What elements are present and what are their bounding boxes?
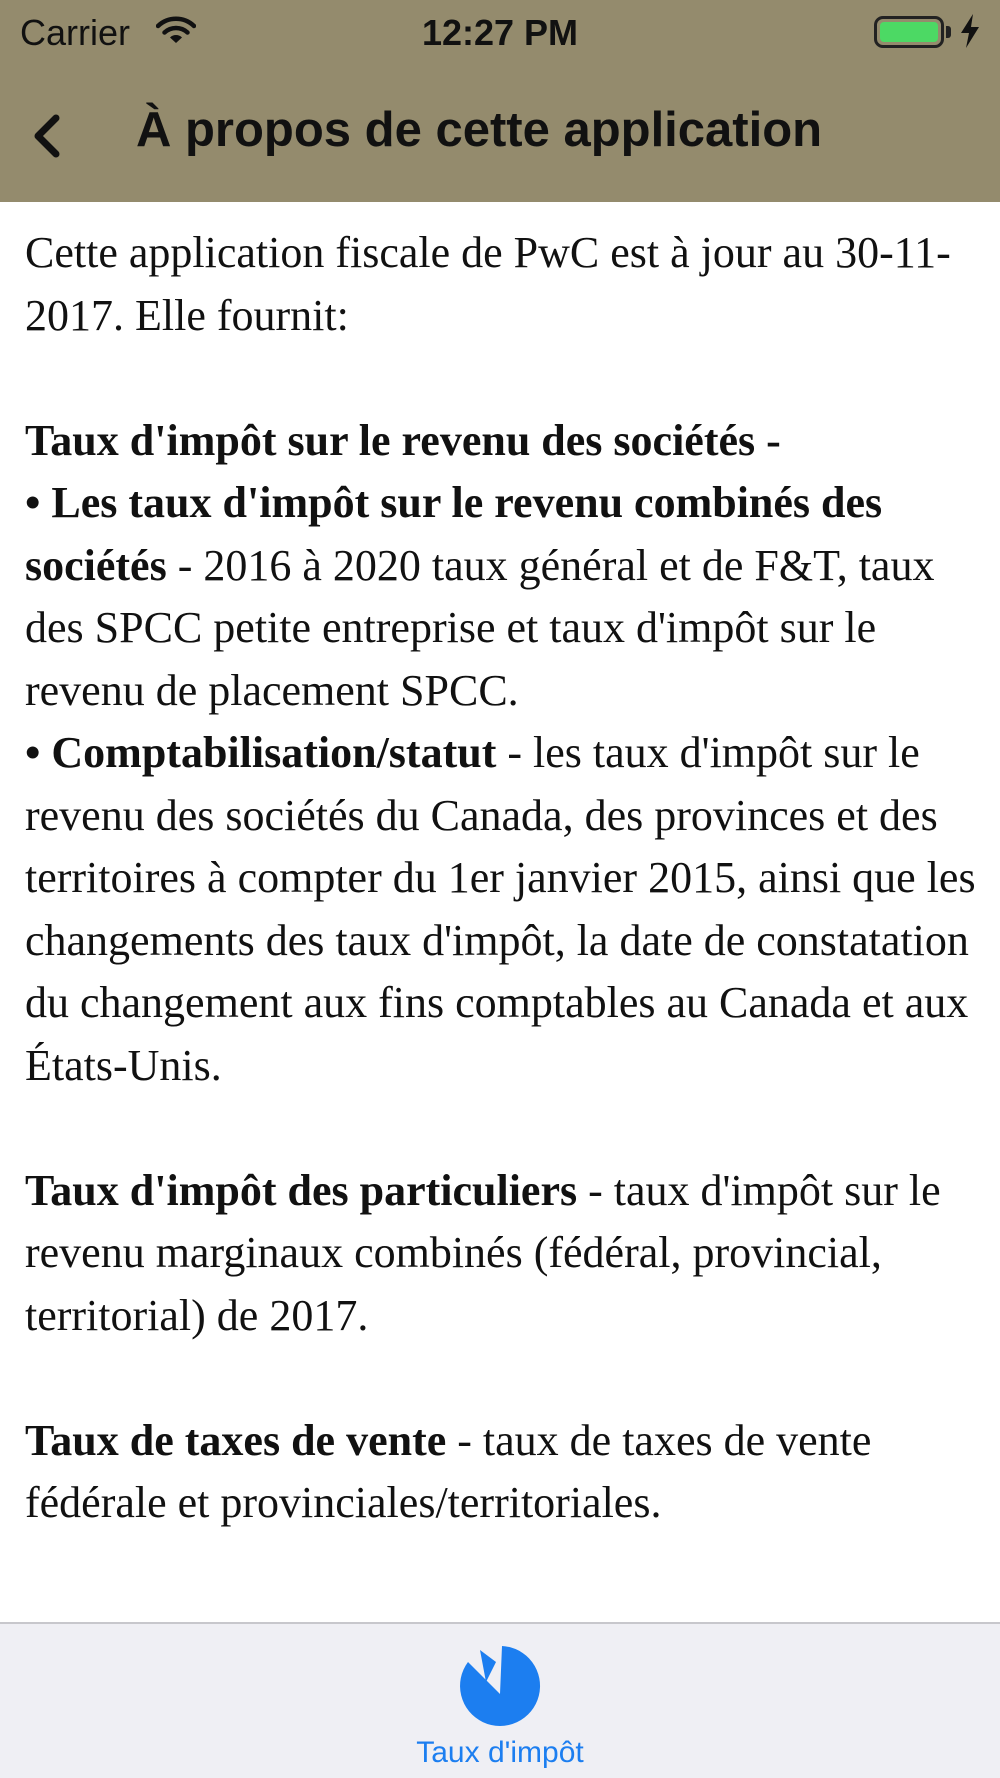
- bolt-icon: [960, 14, 980, 53]
- pie-chart-icon: [456, 1644, 544, 1735]
- bullet-text: - 2016 à 2020 taux général et de F&T, taux des SPCC petite entreprise et taux d'impôt sur le revenu de placement SPCC.: [25, 540, 935, 715]
- corporate-heading-text: Taux d'impôt sur le revenu des sociétés -: [25, 415, 781, 465]
- personal-rates-text: - taux d'impôt sur le revenu marginaux combinés (fédéral, provincial, territorial) de 2017.: [25, 1165, 941, 1340]
- about-content: [25, 222, 985, 1535]
- corporate-heading: [25, 410, 985, 473]
- back-button[interactable]: [14, 94, 84, 174]
- status-bar: [0, 0, 1000, 66]
- sales-tax-title: Taux de taxes de vente: [25, 1415, 447, 1465]
- tab-bar: [0, 1622, 1000, 1778]
- intro-text: Cette application fiscale de PwC est à jour au 30-11-2017. Elle fournit:: [25, 228, 951, 340]
- tab-label: Taux d'impôt: [416, 1736, 584, 1769]
- carrier-label: Carrier: [20, 12, 131, 53]
- bullet-title: Comptabilisation/statut: [51, 728, 497, 777]
- battery-full-icon: [874, 16, 944, 48]
- bullet-title: Les taux d'impôt sur le revenu combinés des sociétés: [25, 478, 883, 590]
- battery-tip: [946, 26, 951, 38]
- personal-rates-paragraph: [25, 1160, 985, 1348]
- chevron-left-icon: [26, 114, 66, 158]
- bullet-marker: •: [25, 478, 41, 527]
- bullet-marker: •: [25, 728, 41, 777]
- bullet-text: - les taux d'impôt sur le revenu des sociétés du Canada, des provinces et des territoires à compter du 1er janvier 2015, ainsi que les changements des taux d'impôt, la date de constatation du changement aux fins comptables au Canada et aux États-Unis.: [25, 728, 976, 1090]
- personal-rates-title: Taux d'impôt des particuliers: [25, 1165, 578, 1215]
- corporate-bullet-combined: [25, 472, 985, 722]
- sales-tax-paragraph: [25, 1410, 985, 1535]
- navigation-bar: [0, 66, 1000, 202]
- page-title: À propos de cette application: [136, 103, 823, 157]
- sales-tax-text: - taux de taxes de vente fédérale et provinciales/territoriales.: [25, 1415, 872, 1527]
- status-time: 12:27 PM: [421, 12, 579, 53]
- corporate-bullet-accounting: [25, 722, 985, 1097]
- tab-tax-rates[interactable]: [360, 1624, 640, 1778]
